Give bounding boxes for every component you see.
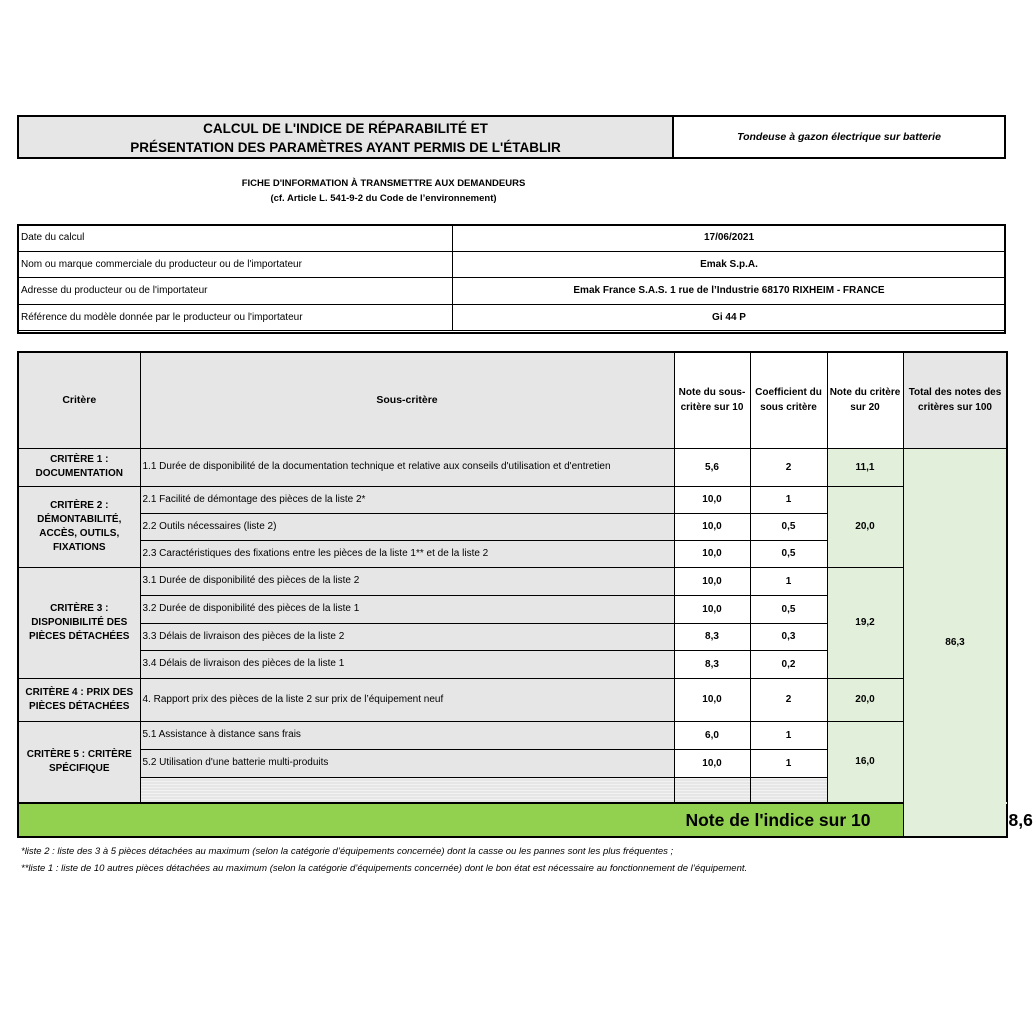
subcriterion-note: 10,0	[674, 513, 750, 540]
footnote-liste-1: **liste 1 : liste de 10 autres pièces détachées au maximum (selon la catégorie d’équipements concernée) dont le bon état est nécessaire au fonctionnement de l’équipement.	[21, 863, 748, 874]
subcriterion-note: 5,6	[674, 448, 750, 486]
criterion-score: 20,0	[827, 678, 903, 721]
subcriterion-note: 10,0	[674, 749, 750, 777]
total-score: 86,3	[903, 448, 1007, 837]
criterion-name: CRITÈRE 5 : CRITÈRE SPÉCIFIQUE	[18, 721, 140, 803]
info-value: Emak France S.A.S. 1 rue de l’Industrie 68170 RIXHEIM - FRANCE	[453, 278, 1006, 305]
subcriterion-label: 3.4 Délais de livraison des pièces de la liste 1	[140, 650, 674, 678]
col-total: Total des notes des critères sur 100	[903, 352, 1007, 448]
subcriterion-note: 10,0	[674, 540, 750, 567]
header-row	[18, 352, 1007, 448]
subheader-line-1: FICHE D'INFORMATION À TRANSMETTRE AUX DEMANDEURS	[241, 178, 526, 189]
subcriterion-coef: 0,2	[750, 650, 827, 678]
info-label: Nom ou marque commerciale du producteur ou de l'importateur	[18, 251, 453, 278]
subcriterion-label: 3.3 Délais de livraison des pièces de la liste 2	[140, 623, 674, 650]
subcriterion-coef: 2	[750, 678, 827, 721]
col-sous-critere: Sous-critère	[140, 352, 674, 448]
subcriterion-label: 3.1 Durée de disponibilité des pièces de la liste 2	[140, 567, 674, 595]
info-label: Date du calcul	[18, 225, 453, 252]
subcriterion-coef: 1	[750, 486, 827, 513]
subcriterion-note: 8,3	[674, 650, 750, 678]
info-value: Gi 44 P	[453, 304, 1006, 331]
subcriterion-coef: 1	[750, 749, 827, 777]
col-critere: Critère	[18, 352, 140, 448]
subcriterion-coef: 1	[750, 721, 827, 749]
info-row	[18, 251, 1006, 278]
title-line-2: PRÉSENTATION DES PARAMÈTRES AYANT PERMIS DE L'ÉTABLIR	[130, 140, 561, 155]
col-note-sous: Note du sous-critère sur 10	[674, 352, 750, 448]
subcriterion-note: 10,0	[674, 567, 750, 595]
subcriterion-note: 8,3	[674, 623, 750, 650]
score-table	[17, 351, 1033, 838]
subcriterion-coef: 1	[750, 567, 827, 595]
info-row	[18, 304, 1006, 331]
info-row	[18, 225, 1006, 252]
footnote-liste-2: *liste 2 : liste des 3 à 5 pièces détachées au maximum (selon la catégorie d’équipements concernée) dont la casse ou les pannes sont les plus fréquentes ;	[21, 846, 674, 857]
document-title	[17, 115, 674, 159]
subcriterion-coef: 2	[750, 448, 827, 486]
subcriterion-label: 2.2 Outils nécessaires (liste 2)	[140, 513, 674, 540]
criterion-name: CRITÈRE 1 : DOCUMENTATION	[18, 448, 140, 486]
subcriterion-label: 1.1 Durée de disponibilité de la documentation technique et relative aux conseils d'utilisation et d'entretien	[140, 448, 674, 486]
subcriterion-note: 6,0	[674, 721, 750, 749]
subcriterion-note: 10,0	[674, 486, 750, 513]
criterion-name: CRITÈRE 3 : DISPONIBILITÉ DES PIÈCES DÉTACHÉES	[18, 567, 140, 678]
info-row	[18, 278, 1006, 305]
empty-cell	[140, 777, 674, 803]
subcriterion-coef: 0,5	[750, 540, 827, 567]
criterion-name: CRITÈRE 2 : DÉMONTABILITÉ, ACCÈS, OUTILS, FIXATIONS	[18, 486, 140, 567]
subcriterion-coef: 0,5	[750, 595, 827, 623]
subcriterion-label: 3.2 Durée de disponibilité des pièces de la liste 1	[140, 595, 674, 623]
subcriterion-coef: 0,3	[750, 623, 827, 650]
subcriterion-label: 4. Rapport prix des pièces de la liste 2 sur prix de l’équipement neuf	[140, 678, 674, 721]
criterion-score: 11,1	[827, 448, 903, 486]
subcriterion-coef: 0,5	[750, 513, 827, 540]
col-note-critere: Note du critère sur 20	[827, 352, 903, 448]
subcriterion-label: 2.1 Facilité de démontage des pièces de la liste 2*	[140, 486, 674, 513]
criterion-score: 19,2	[827, 567, 903, 678]
criterion-name: CRITÈRE 4 : PRIX DES PIÈCES DÉTACHÉES	[18, 678, 140, 721]
subheader	[17, 176, 750, 206]
subcriterion-label: 2.3 Caractéristiques des fixations entre les pièces de la liste 1** et de la liste 2	[140, 540, 674, 567]
info-label: Adresse du producteur ou de l'importateur	[18, 278, 453, 305]
table-row	[18, 486, 1007, 513]
subcriterion-label: 5.1 Assistance à distance sans frais	[140, 721, 674, 749]
criterion-score: 20,0	[827, 486, 903, 567]
subheader-line-2: (cf. Article L. 541-9-2 du Code de l’environnement)	[270, 193, 497, 204]
table-row	[18, 567, 1007, 595]
subcriterion-note: 10,0	[674, 678, 750, 721]
info-label: Référence du modèle donnée par le producteur ou l'importateur	[18, 304, 453, 331]
table-row	[18, 448, 1007, 486]
info-value: Emak S.p.A.	[453, 251, 1006, 278]
title-line-1: CALCUL DE L'INDICE DE RÉPARABILITÉ ET	[203, 121, 488, 136]
final-label: Note de l'indice sur 10	[18, 803, 903, 837]
col-coef: Coefficient du sous critère	[750, 352, 827, 448]
table-row	[18, 721, 1007, 749]
criterion-score: 16,0	[827, 721, 903, 803]
subcriterion-label: 5.2 Utilisation d'une batterie multi-produits	[140, 749, 674, 777]
info-value: 17/06/2021	[453, 225, 1006, 252]
product-type	[673, 115, 1006, 159]
final-row: Note de l'indice sur 10 8,6	[18, 803, 1007, 837]
product-type-label: Tondeuse à gazon électrique sur batterie	[737, 131, 941, 143]
subcriterion-note: 10,0	[674, 595, 750, 623]
table-row	[18, 678, 1007, 721]
info-table	[17, 224, 1006, 331]
empty-cell	[674, 777, 750, 803]
empty-cell	[750, 777, 827, 803]
